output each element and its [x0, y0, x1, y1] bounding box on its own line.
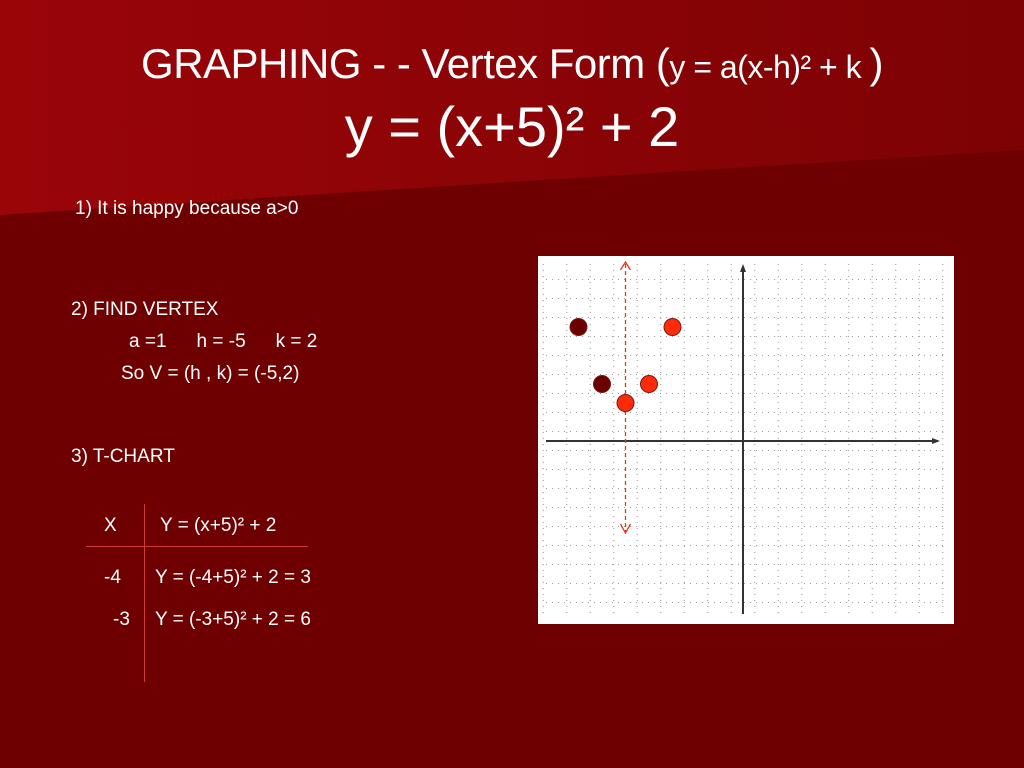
reflection-point: [570, 319, 587, 336]
h-value: h = -5: [196, 331, 246, 352]
t-chart-cell-x: -3: [113, 609, 130, 630]
vertex-values: [129, 330, 317, 354]
t-chart-cell-y: Y = (-4+5)² + 2 = 3: [155, 567, 311, 588]
t-chart-vertical-line: [144, 504, 145, 682]
reflection-point: [594, 376, 611, 393]
step-1-text: 1) It is happy because a>0: [75, 198, 299, 219]
t-chart-header-y: Y = (x+5)² + 2: [160, 515, 277, 536]
a-value: a =1: [129, 331, 167, 352]
equation-heading: y = (x+5)² + 2: [344, 95, 680, 158]
y-axis-arrow: [740, 264, 746, 272]
t-chart-cell-y: Y = (-3+5)² + 2 = 6: [155, 609, 311, 630]
table-point: [664, 319, 681, 336]
title-suffix: ): [869, 40, 883, 87]
t-chart-horizontal-line: [86, 546, 308, 547]
graph-grid: [538, 256, 954, 624]
t-chart-header-x: X: [104, 515, 117, 536]
title-prefix: GRAPHING - - Vertex Form (: [141, 40, 670, 87]
x-axis-arrow: [932, 438, 940, 444]
step-3-text: 3) T-CHART: [71, 446, 175, 467]
step-2-text: 2) FIND VERTEX: [71, 299, 219, 320]
title-formula: y = a(x-h)² + k: [669, 49, 870, 85]
table-point: [641, 376, 658, 393]
k-value: k = 2: [275, 331, 318, 352]
title: [0, 38, 1024, 93]
t-chart-cell-x: -4: [104, 567, 121, 588]
vertex-point: [617, 395, 634, 412]
vertex-result: So V = (h , k) = (-5,2): [121, 363, 300, 384]
coordinate-graph: [538, 256, 954, 624]
